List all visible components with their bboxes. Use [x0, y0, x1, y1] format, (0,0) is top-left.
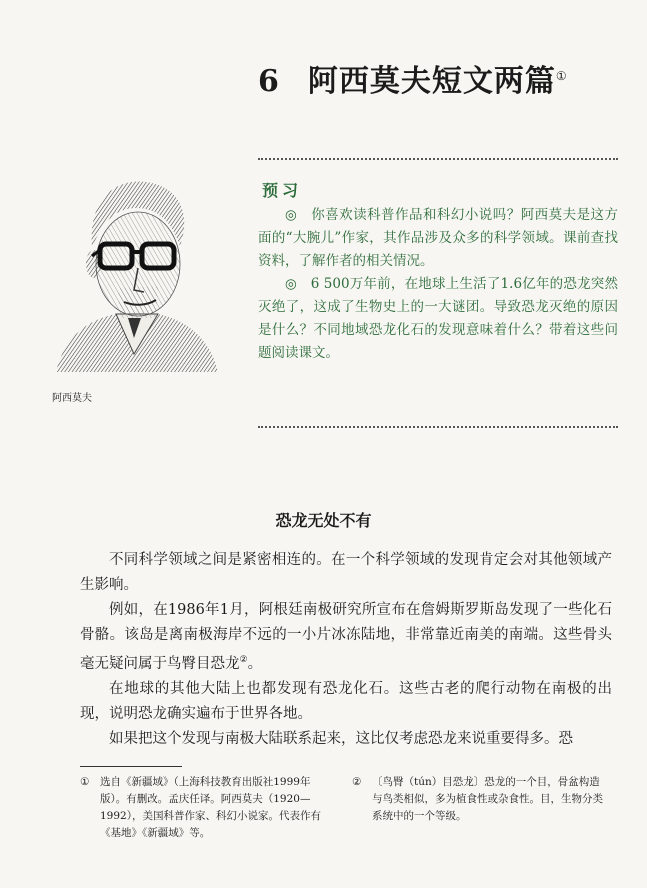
footnote-ref-1: ①: [555, 69, 568, 83]
divider: [258, 426, 618, 428]
footnote-divider: [80, 766, 182, 767]
body-paragraph: 如果把这个发现与南极大陆联系起来，这比仅考虑恐龙来说重要得多。恐: [109, 730, 573, 747]
preview-paragraph: ◎ 6 500万年前，在地球上生活了1.6亿年的恐龙突然灭绝了，这成了生物史上的一大谜团。导致恐龙灭绝的原因是什么？不同地域恐龙化石的发现意味着什么？带着这些问题阅读课文。: [258, 276, 618, 361]
portrait-caption: 阿西莫夫: [52, 393, 92, 404]
lesson-title-text: 阿西莫夫短文两篇: [307, 64, 556, 99]
body-paragraph: 不同科学领域之间是紧密相连的。在一个科学领域的发现肯定会对其他领域产生影响。: [80, 552, 612, 593]
article-title: 恐龙无处不有: [275, 511, 372, 530]
portrait-illustration: [46, 168, 222, 372]
author-portrait: [46, 168, 222, 372]
lesson-number: 6: [258, 64, 280, 99]
body-paragraph-text: 例如，在1986年1月，阿根廷南极研究所宣布在詹姆斯罗斯岛发现了一些化石骨骼。该岛是离南极海岸不远的一小片冰冻陆地，非常靠近南美的南端。这些骨头毫无疑问属于鸟臀目恐龙: [80, 602, 612, 672]
footnote-text: 选自《新疆域》（上海科技教育出版社1999年版）。有删改。孟庆任译。阿西莫夫（1920—1992），美国科普作家、科幻小说家。代表作有《基地》《新疆域》等。: [100, 776, 321, 839]
body-paragraph-end: 。: [247, 655, 263, 672]
footnote-marker: ②: [352, 776, 362, 788]
lesson-title: [258, 56, 568, 100]
preview-heading: 预习: [262, 181, 303, 200]
preview-paragraph: ◎ 你喜欢读科普作品和科幻小说吗？阿西莫夫是这方面的“大腕儿”作家，其作品涉及众多的科学领域。课前查找资料，了解作者的相关情况。: [258, 207, 618, 269]
footnote-marker: ①: [80, 776, 90, 788]
body-paragraph: [80, 598, 612, 677]
footnote-ref-2: ②: [239, 655, 248, 665]
footnote-1: [80, 774, 334, 842]
preview-box: [258, 158, 618, 430]
preview-text: [258, 204, 618, 365]
footnote-2: [352, 774, 610, 825]
divider: [258, 158, 618, 160]
footnote-text: 〔鸟臀（tún）目恐龙〕恐龙的一个目，骨盆构造与鸟类相似，多为植食性或杂食性。目，生物分类系统中的一个等级。: [372, 776, 603, 822]
body-paragraph: 在地球的其他大陆上也都发现有恐龙化石。这些古老的爬行动物在南极的出现，说明恐龙确实遍布于世界各地。: [80, 680, 612, 722]
article-body: [80, 548, 612, 752]
